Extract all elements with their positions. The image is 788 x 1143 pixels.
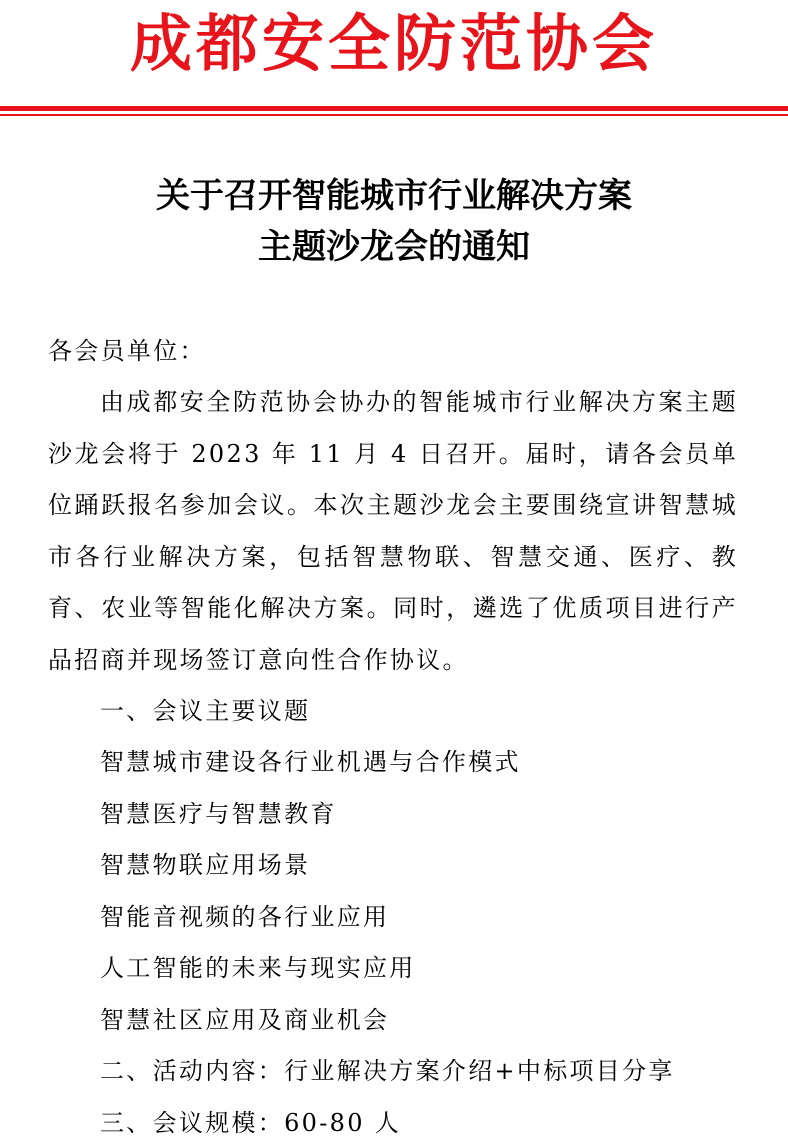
topic-item-1: 智慧城市建设各行业机遇与合作模式: [100, 748, 521, 776]
letterhead-divider-thick: [0, 106, 788, 111]
letterhead-divider-thin: [0, 114, 788, 116]
section-3-heading: 三、会议规模：60-80 人: [100, 1109, 402, 1137]
salutation: 各会员单位：: [48, 337, 206, 365]
intro-paragraph: 由成都安全防范协会协办的智能城市行业解决方案主题沙龙会将于 2023 年 11 月 4 日召开。届时，请各会员单位踊跃报名参加会议。本次主题沙龙会主要围绕宣讲智慧城市各行业解决方案，包括智慧物联、智慧交通、医疗、教育、农业等智能化解决方案。同时，遴选了优质项目进行产品招商并现场签订意向性合作协议。: [48, 388, 738, 674]
intro-paragraph-block: [48, 377, 738, 686]
topic-item-4: 智能音视频的各行业应用: [100, 903, 390, 931]
topic-item-6: 智慧社区应用及商业机会: [100, 1006, 390, 1034]
topic-item-2: 智慧医疗与智慧教育: [100, 800, 337, 828]
letterhead-org-name: 成都安全防范协会: [129, 7, 658, 80]
document-title-line-1: 关于召开智能城市行业解决方案: [156, 176, 632, 216]
document-title-line-2: 主题沙龙会的通知: [258, 227, 530, 267]
topic-item-5: 人工智能的未来与现实应用: [100, 954, 416, 982]
section-2-heading: 二、活动内容：行业解决方案介绍+中标项目分享: [100, 1057, 675, 1085]
topic-item-3: 智慧物联应用场景: [100, 851, 311, 879]
section-1-heading: 一、会议主要议题: [100, 697, 311, 725]
